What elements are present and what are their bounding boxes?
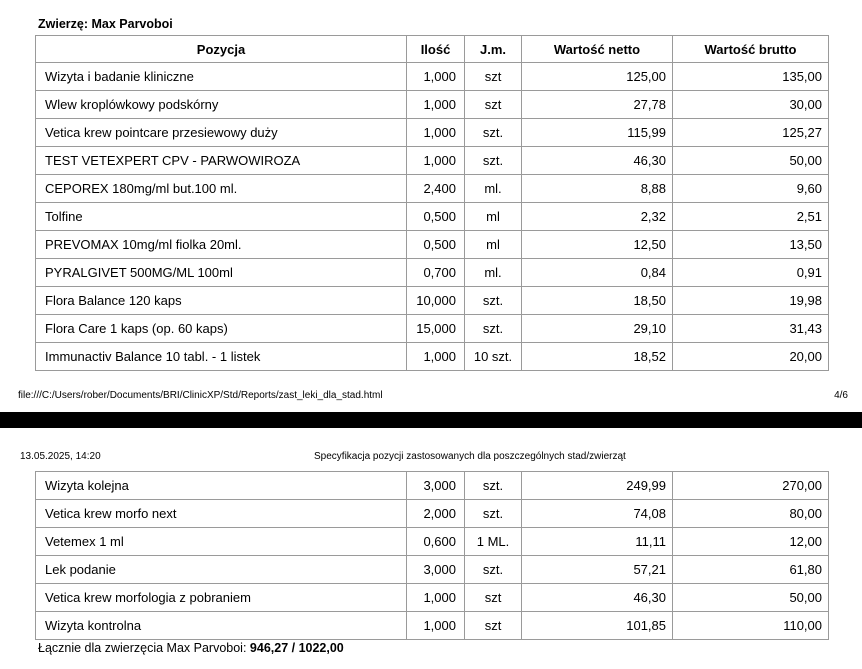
item-quantity: 0,700 [407,259,465,287]
item-quantity: 2,000 [407,500,465,528]
item-name: Wizyta kontrolna [36,612,407,640]
item-quantity: 1,000 [407,91,465,119]
table-row [36,343,829,371]
item-gross-value: 61,80 [673,556,829,584]
table-row [36,556,829,584]
item-gross-value: 270,00 [673,472,829,500]
item-gross-value: 13,50 [673,231,829,259]
item-gross-value: 2,51 [673,203,829,231]
item-name: Wizyta i badanie kliniczne [36,63,407,91]
col-header-position: Pozycja [36,36,407,63]
col-header-net-value: Wartość netto [522,36,673,63]
item-net-value: 0,84 [522,259,673,287]
item-quantity: 0,500 [407,203,465,231]
item-net-value: 249,99 [522,472,673,500]
table-row [36,147,829,175]
item-quantity: 1,000 [407,612,465,640]
item-name: Vetica krew pointcare przesiewowy duży [36,119,407,147]
table-row [36,175,829,203]
item-name: Flora Balance 120 kaps [36,287,407,315]
col-header-gross-value: Wartość brutto [673,36,829,63]
item-name: TEST VETEXPERT CPV - PARWOWIROZA [36,147,407,175]
item-quantity: 15,000 [407,315,465,343]
item-unit: ml. [465,175,522,203]
table-row [36,287,829,315]
item-quantity: 1,000 [407,343,465,371]
item-unit: szt. [465,287,522,315]
item-net-value: 125,00 [522,63,673,91]
item-gross-value: 0,91 [673,259,829,287]
item-name: Vetica krew morfo next [36,500,407,528]
col-header-unit: J.m. [465,36,522,63]
item-unit: szt [465,584,522,612]
footer-file-path: file:///C:/Users/rober/Documents/BRI/ClinicXP/Std/Reports/zast_leki_dla_stad.html [18,390,383,401]
item-gross-value: 50,00 [673,147,829,175]
item-unit: szt [465,63,522,91]
table-row [36,315,829,343]
item-quantity: 1,000 [407,147,465,175]
table-row [36,63,829,91]
item-quantity: 10,000 [407,287,465,315]
table-row [36,91,829,119]
table-row [36,259,829,287]
item-net-value: 18,52 [522,343,673,371]
item-unit: 10 szt. [465,343,522,371]
item-net-value: 115,99 [522,119,673,147]
report-title: Specyfikacja pozycji zastosowanych dla poszczególnych stad/zwierząt [314,451,626,462]
item-unit: szt [465,91,522,119]
item-net-value: 18,50 [522,287,673,315]
item-net-value: 46,30 [522,584,673,612]
item-name: Tolfine [36,203,407,231]
item-unit: ml [465,231,522,259]
table-row [36,203,829,231]
item-net-value: 12,50 [522,231,673,259]
item-unit: szt. [465,315,522,343]
item-net-value: 2,32 [522,203,673,231]
item-name: Immunactiv Balance 10 tabl. - 1 listek [36,343,407,371]
table-row [36,528,829,556]
item-unit: szt. [465,556,522,584]
item-gross-value: 31,43 [673,315,829,343]
item-quantity: 3,000 [407,556,465,584]
item-net-value: 8,88 [522,175,673,203]
item-net-value: 29,10 [522,315,673,343]
item-name: CEPOREX 180mg/ml but.100 ml. [36,175,407,203]
page-separator [0,412,862,428]
animal-heading: Zwierzę: Max Parvoboi [38,17,173,31]
item-net-value: 101,85 [522,612,673,640]
footer-page-number: 4/6 [834,390,848,401]
item-name: Wizyta kolejna [36,472,407,500]
item-unit: szt. [465,500,522,528]
table-row [36,119,829,147]
items-table-page-4 [35,35,829,371]
item-unit: 1 ML. [465,528,522,556]
table-row [36,500,829,528]
item-gross-value: 50,00 [673,584,829,612]
col-header-quantity: Ilość [407,36,465,63]
item-quantity: 3,000 [407,472,465,500]
item-gross-value: 125,27 [673,119,829,147]
table-row [36,231,829,259]
item-net-value: 57,21 [522,556,673,584]
item-gross-value: 19,98 [673,287,829,315]
animal-total [38,641,344,655]
item-gross-value: 135,00 [673,63,829,91]
item-quantity: 0,500 [407,231,465,259]
total-value: 946,27 / 1022,00 [249,641,344,655]
item-name: Wlew kroplówkowy podskórny [36,91,407,119]
item-gross-value: 80,00 [673,500,829,528]
item-net-value: 46,30 [522,147,673,175]
item-gross-value: 9,60 [673,175,829,203]
item-name: Vetemex 1 ml [36,528,407,556]
table-header-row [36,36,829,63]
item-gross-value: 30,00 [673,91,829,119]
total-label: Łącznie dla zwierzęcia Max Parvoboi: [38,641,247,655]
item-unit: ml. [465,259,522,287]
item-quantity: 0,600 [407,528,465,556]
item-net-value: 27,78 [522,91,673,119]
table-row [36,612,829,640]
item-quantity: 1,000 [407,119,465,147]
item-name: PYRALGIVET 500MG/ML 100ml [36,259,407,287]
print-date: 13.05.2025, 14:20 [20,451,101,462]
items-table-page-5 [35,471,829,640]
item-quantity: 1,000 [407,584,465,612]
item-gross-value: 12,00 [673,528,829,556]
item-quantity: 1,000 [407,63,465,91]
item-name: Vetica krew morfologia z pobraniem [36,584,407,612]
item-name: PREVOMAX 10mg/ml fiolka 20ml. [36,231,407,259]
item-unit: ml [465,203,522,231]
item-name: Flora Care 1 kaps (op. 60 kaps) [36,315,407,343]
item-name: Lek podanie [36,556,407,584]
item-gross-value: 20,00 [673,343,829,371]
item-unit: szt [465,612,522,640]
item-gross-value: 110,00 [673,612,829,640]
item-net-value: 74,08 [522,500,673,528]
item-unit: szt. [465,119,522,147]
item-unit: szt. [465,147,522,175]
table-row [36,584,829,612]
table-row [36,472,829,500]
item-unit: szt. [465,472,522,500]
item-net-value: 11,11 [522,528,673,556]
item-quantity: 2,400 [407,175,465,203]
